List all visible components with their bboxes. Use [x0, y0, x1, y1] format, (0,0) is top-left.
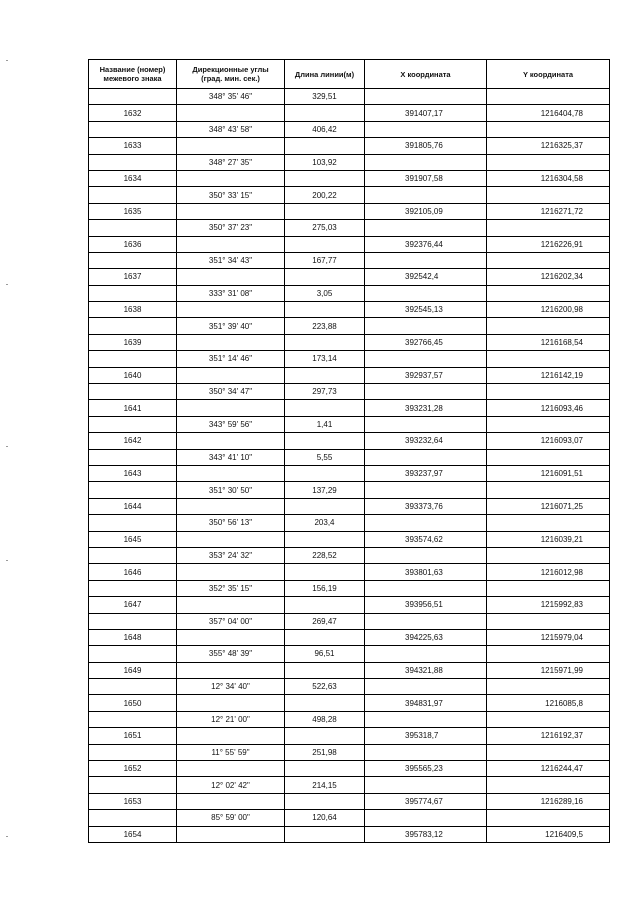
header-y: Y координата [487, 60, 610, 89]
x-coordinate-cell [365, 711, 487, 727]
line-length-cell: 406,42 [285, 121, 365, 137]
point-name-cell [89, 252, 177, 268]
x-coordinate-cell: 392937,57 [365, 367, 487, 383]
direction-angle-cell [177, 728, 285, 744]
line-length-cell [285, 433, 365, 449]
line-length-cell [285, 695, 365, 711]
direction-angle-cell: 357° 04' 00" [177, 613, 285, 629]
direction-angle-cell: 343° 59' 56" [177, 416, 285, 432]
direction-angle-cell: 355° 48' 39" [177, 646, 285, 662]
point-name-cell [89, 416, 177, 432]
table-row [89, 695, 610, 711]
y-coordinate-cell: 1215992,83 [487, 597, 610, 613]
line-length-cell [285, 662, 365, 678]
x-coordinate-cell [365, 252, 487, 268]
y-coordinate-cell [487, 351, 610, 367]
point-name-cell [89, 449, 177, 465]
y-coordinate-cell [487, 318, 610, 334]
line-length-cell [285, 367, 365, 383]
x-coordinate-cell: 393237,97 [365, 465, 487, 481]
y-coordinate-cell [487, 285, 610, 301]
y-coordinate-cell [487, 515, 610, 531]
point-name-cell [89, 613, 177, 629]
x-coordinate-cell: 392376,44 [365, 236, 487, 252]
point-name-cell: 1634 [89, 170, 177, 186]
x-coordinate-cell [365, 482, 487, 498]
point-name-cell: 1650 [89, 695, 177, 711]
table-body [89, 89, 610, 843]
line-length-cell [285, 400, 365, 416]
point-name-cell [89, 318, 177, 334]
line-length-cell: 228,52 [285, 547, 365, 563]
direction-angle-cell [177, 662, 285, 678]
table-row [89, 154, 610, 170]
header-name-line2: межевого знака [103, 74, 162, 83]
line-length-cell [285, 498, 365, 514]
direction-angle-cell: 350° 56' 13" [177, 515, 285, 531]
table-row [89, 187, 610, 203]
y-coordinate-cell: 1216200,98 [487, 302, 610, 318]
direction-angle-cell [177, 433, 285, 449]
scan-mark [6, 60, 8, 61]
line-length-cell [285, 826, 365, 842]
direction-angle-cell [177, 498, 285, 514]
x-coordinate-cell [365, 318, 487, 334]
point-name-cell [89, 384, 177, 400]
header-angle-line1: Дирекционные углы [192, 65, 269, 74]
table-row [89, 334, 610, 350]
direction-angle-cell: 12° 34' 40" [177, 679, 285, 695]
y-coordinate-cell [487, 679, 610, 695]
table-row [89, 367, 610, 383]
table-row [89, 482, 610, 498]
y-coordinate-cell: 1216271,72 [487, 203, 610, 219]
scan-mark [6, 836, 8, 837]
direction-angle-cell [177, 236, 285, 252]
line-length-cell: 5,55 [285, 449, 365, 465]
x-coordinate-cell [365, 777, 487, 793]
direction-angle-cell [177, 269, 285, 285]
y-coordinate-cell: 1216093,07 [487, 433, 610, 449]
line-length-cell: 275,03 [285, 220, 365, 236]
x-coordinate-cell: 393956,51 [365, 597, 487, 613]
table-row [89, 89, 610, 105]
direction-angle-cell: 350° 37' 23" [177, 220, 285, 236]
header-angle [177, 60, 285, 89]
y-coordinate-cell: 1215979,04 [487, 629, 610, 645]
direction-angle-cell: 351° 39' 40" [177, 318, 285, 334]
direction-angle-cell [177, 826, 285, 842]
y-coordinate-cell: 1216244,47 [487, 761, 610, 777]
x-coordinate-cell [365, 547, 487, 563]
line-length-cell: 200,22 [285, 187, 365, 203]
point-name-cell: 1645 [89, 531, 177, 547]
table-row [89, 203, 610, 219]
line-length-cell: 96,51 [285, 646, 365, 662]
line-length-cell [285, 465, 365, 481]
line-length-cell [285, 105, 365, 121]
y-coordinate-cell [487, 384, 610, 400]
table-row [89, 433, 610, 449]
point-name-cell [89, 121, 177, 137]
direction-angle-cell: 333° 31' 08" [177, 285, 285, 301]
direction-angle-cell [177, 400, 285, 416]
direction-angle-cell [177, 302, 285, 318]
table-row [89, 515, 610, 531]
table-row [89, 384, 610, 400]
y-coordinate-cell: 1215971,99 [487, 662, 610, 678]
header-name [89, 60, 177, 89]
line-length-cell: 120,64 [285, 810, 365, 826]
point-name-cell [89, 187, 177, 203]
direction-angle-cell [177, 203, 285, 219]
direction-angle-cell [177, 564, 285, 580]
direction-angle-cell: 85° 59' 00" [177, 810, 285, 826]
y-coordinate-cell [487, 711, 610, 727]
y-coordinate-cell: 1216085,8 [487, 695, 610, 711]
point-name-cell [89, 515, 177, 531]
direction-angle-cell: 350° 34' 47" [177, 384, 285, 400]
header-row [89, 60, 610, 89]
direction-angle-cell: 351° 30' 50" [177, 482, 285, 498]
line-length-cell [285, 269, 365, 285]
y-coordinate-cell [487, 777, 610, 793]
x-coordinate-cell: 395565,23 [365, 761, 487, 777]
table-row [89, 711, 610, 727]
table-row [89, 449, 610, 465]
table-row [89, 646, 610, 662]
y-coordinate-cell: 1216304,58 [487, 170, 610, 186]
table-row [89, 302, 610, 318]
direction-angle-cell [177, 465, 285, 481]
line-length-cell: 214,15 [285, 777, 365, 793]
point-name-cell: 1652 [89, 761, 177, 777]
y-coordinate-cell [487, 154, 610, 170]
table-row [89, 728, 610, 744]
y-coordinate-cell [487, 613, 610, 629]
y-coordinate-cell: 1216093,46 [487, 400, 610, 416]
line-length-cell: 329,51 [285, 89, 365, 105]
point-name-cell: 1632 [89, 105, 177, 121]
y-coordinate-cell: 1216168,54 [487, 334, 610, 350]
y-coordinate-cell: 1216091,51 [487, 465, 610, 481]
x-coordinate-cell: 393231,28 [365, 400, 487, 416]
x-coordinate-cell: 393801,63 [365, 564, 487, 580]
x-coordinate-cell: 391907,58 [365, 170, 487, 186]
x-coordinate-cell: 392766,45 [365, 334, 487, 350]
direction-angle-cell: 343° 41' 10" [177, 449, 285, 465]
header-x: X координата [365, 60, 487, 89]
direction-angle-cell [177, 761, 285, 777]
point-name-cell [89, 646, 177, 662]
y-coordinate-cell [487, 416, 610, 432]
x-coordinate-cell: 391407,17 [365, 105, 487, 121]
y-coordinate-cell: 1216289,16 [487, 793, 610, 809]
line-length-cell: 498,28 [285, 711, 365, 727]
line-length-cell: 156,19 [285, 580, 365, 596]
table-row [89, 121, 610, 137]
point-name-cell: 1638 [89, 302, 177, 318]
line-length-cell: 103,92 [285, 154, 365, 170]
point-name-cell: 1636 [89, 236, 177, 252]
point-name-cell: 1633 [89, 138, 177, 154]
table-header [89, 60, 610, 89]
x-coordinate-cell [365, 187, 487, 203]
y-coordinate-cell [487, 646, 610, 662]
line-length-cell [285, 728, 365, 744]
x-coordinate-cell [365, 580, 487, 596]
line-length-cell: 269,47 [285, 613, 365, 629]
header-name-line1: Название (номер) [99, 65, 166, 74]
line-length-cell [285, 203, 365, 219]
x-coordinate-cell [365, 121, 487, 137]
table-row [89, 793, 610, 809]
line-length-cell: 137,29 [285, 482, 365, 498]
table-row [89, 285, 610, 301]
point-name-cell [89, 679, 177, 695]
line-length-cell [285, 629, 365, 645]
y-coordinate-cell [487, 547, 610, 563]
table-row [89, 170, 610, 186]
direction-angle-cell: 348° 43' 58" [177, 121, 285, 137]
line-length-cell [285, 236, 365, 252]
point-name-cell: 1649 [89, 662, 177, 678]
x-coordinate-cell [365, 449, 487, 465]
direction-angle-cell: 350° 33' 15" [177, 187, 285, 203]
table-row [89, 351, 610, 367]
direction-angle-cell [177, 367, 285, 383]
table-row [89, 679, 610, 695]
direction-angle-cell: 353° 24' 32" [177, 547, 285, 563]
y-coordinate-cell: 1216192,37 [487, 728, 610, 744]
y-coordinate-cell: 1216012,98 [487, 564, 610, 580]
line-length-cell [285, 531, 365, 547]
direction-angle-cell [177, 138, 285, 154]
scan-mark [6, 446, 8, 447]
line-length-cell: 251,98 [285, 744, 365, 760]
table-row [89, 613, 610, 629]
direction-angle-cell: 348° 35' 46" [177, 89, 285, 105]
table-row [89, 400, 610, 416]
table-row [89, 810, 610, 826]
point-name-cell [89, 351, 177, 367]
point-name-cell: 1647 [89, 597, 177, 613]
x-coordinate-cell: 392105,09 [365, 203, 487, 219]
point-name-cell: 1642 [89, 433, 177, 449]
point-name-cell: 1644 [89, 498, 177, 514]
x-coordinate-cell [365, 744, 487, 760]
x-coordinate-cell [365, 416, 487, 432]
boundary-coordinates-table [88, 59, 610, 843]
x-coordinate-cell: 393373,76 [365, 498, 487, 514]
y-coordinate-cell [487, 580, 610, 596]
x-coordinate-cell: 395318,7 [365, 728, 487, 744]
x-coordinate-cell: 393574,62 [365, 531, 487, 547]
y-coordinate-cell: 1216071,25 [487, 498, 610, 514]
point-name-cell [89, 711, 177, 727]
y-coordinate-cell [487, 220, 610, 236]
table-row [89, 531, 610, 547]
direction-angle-cell: 12° 02' 42" [177, 777, 285, 793]
table-row [89, 744, 610, 760]
direction-angle-cell: 11° 55' 59" [177, 744, 285, 760]
direction-angle-cell [177, 629, 285, 645]
direction-angle-cell: 351° 34' 43" [177, 252, 285, 268]
y-coordinate-cell [487, 449, 610, 465]
table-row [89, 629, 610, 645]
point-name-cell: 1637 [89, 269, 177, 285]
point-name-cell: 1653 [89, 793, 177, 809]
table-row [89, 416, 610, 432]
direction-angle-cell: 351° 14' 46" [177, 351, 285, 367]
direction-angle-cell [177, 170, 285, 186]
y-coordinate-cell: 1216409,5 [487, 826, 610, 842]
y-coordinate-cell [487, 121, 610, 137]
x-coordinate-cell: 392545,13 [365, 302, 487, 318]
direction-angle-cell: 352° 35' 15" [177, 580, 285, 596]
point-name-cell: 1651 [89, 728, 177, 744]
line-length-cell: 203,4 [285, 515, 365, 531]
table-row [89, 662, 610, 678]
y-coordinate-cell: 1216226,91 [487, 236, 610, 252]
table-row [89, 105, 610, 121]
y-coordinate-cell [487, 252, 610, 268]
point-name-cell [89, 547, 177, 563]
table-row [89, 138, 610, 154]
x-coordinate-cell [365, 646, 487, 662]
y-coordinate-cell [487, 744, 610, 760]
point-name-cell [89, 220, 177, 236]
x-coordinate-cell: 391805,76 [365, 138, 487, 154]
direction-angle-cell [177, 695, 285, 711]
line-length-cell [285, 170, 365, 186]
header-length: Длина линии(м) [285, 60, 365, 89]
direction-angle-cell [177, 597, 285, 613]
table-row [89, 564, 610, 580]
y-coordinate-cell [487, 89, 610, 105]
direction-angle-cell: 12° 21' 00" [177, 711, 285, 727]
x-coordinate-cell: 393232,64 [365, 433, 487, 449]
line-length-cell [285, 138, 365, 154]
x-coordinate-cell: 394321,88 [365, 662, 487, 678]
point-name-cell: 1639 [89, 334, 177, 350]
y-coordinate-cell: 1216202,34 [487, 269, 610, 285]
direction-angle-cell: 348° 27' 35" [177, 154, 285, 170]
line-length-cell [285, 334, 365, 350]
point-name-cell [89, 154, 177, 170]
line-length-cell [285, 564, 365, 580]
document-page [88, 59, 609, 843]
point-name-cell: 1646 [89, 564, 177, 580]
y-coordinate-cell: 1216325,37 [487, 138, 610, 154]
table-row [89, 269, 610, 285]
direction-angle-cell [177, 531, 285, 547]
line-length-cell [285, 597, 365, 613]
x-coordinate-cell [365, 384, 487, 400]
table-row [89, 826, 610, 842]
point-name-cell: 1654 [89, 826, 177, 842]
table-row [89, 777, 610, 793]
line-length-cell [285, 761, 365, 777]
point-name-cell: 1640 [89, 367, 177, 383]
point-name-cell: 1635 [89, 203, 177, 219]
y-coordinate-cell [487, 482, 610, 498]
point-name-cell [89, 580, 177, 596]
line-length-cell: 223,88 [285, 318, 365, 334]
y-coordinate-cell: 1216039,21 [487, 531, 610, 547]
table-row [89, 761, 610, 777]
x-coordinate-cell [365, 679, 487, 695]
x-coordinate-cell [365, 89, 487, 105]
x-coordinate-cell [365, 515, 487, 531]
table-row [89, 236, 610, 252]
line-length-cell: 297,73 [285, 384, 365, 400]
table-row [89, 580, 610, 596]
table-row [89, 252, 610, 268]
x-coordinate-cell [365, 285, 487, 301]
y-coordinate-cell: 1216404,78 [487, 105, 610, 121]
line-length-cell: 1,41 [285, 416, 365, 432]
line-length-cell [285, 793, 365, 809]
x-coordinate-cell: 394225,63 [365, 629, 487, 645]
table-row [89, 547, 610, 563]
scan-mark [6, 284, 8, 285]
direction-angle-cell [177, 334, 285, 350]
x-coordinate-cell [365, 351, 487, 367]
line-length-cell: 167,77 [285, 252, 365, 268]
x-coordinate-cell: 395774,67 [365, 793, 487, 809]
point-name-cell [89, 744, 177, 760]
x-coordinate-cell [365, 810, 487, 826]
line-length-cell: 173,14 [285, 351, 365, 367]
table-row [89, 597, 610, 613]
x-coordinate-cell [365, 154, 487, 170]
table-row [89, 498, 610, 514]
x-coordinate-cell [365, 220, 487, 236]
direction-angle-cell [177, 105, 285, 121]
table-row [89, 318, 610, 334]
x-coordinate-cell [365, 613, 487, 629]
direction-angle-cell [177, 793, 285, 809]
x-coordinate-cell: 394831,97 [365, 695, 487, 711]
point-name-cell [89, 810, 177, 826]
table-row [89, 465, 610, 481]
y-coordinate-cell [487, 187, 610, 203]
x-coordinate-cell: 395783,12 [365, 826, 487, 842]
point-name-cell [89, 777, 177, 793]
line-length-cell [285, 302, 365, 318]
point-name-cell: 1641 [89, 400, 177, 416]
table-row [89, 220, 610, 236]
point-name-cell [89, 89, 177, 105]
header-angle-line2: (град. мин. сек.) [201, 74, 260, 83]
x-coordinate-cell: 392542,4 [365, 269, 487, 285]
point-name-cell: 1648 [89, 629, 177, 645]
line-length-cell: 522,63 [285, 679, 365, 695]
point-name-cell [89, 482, 177, 498]
point-name-cell [89, 285, 177, 301]
point-name-cell: 1643 [89, 465, 177, 481]
line-length-cell: 3,05 [285, 285, 365, 301]
scan-mark [6, 560, 8, 561]
y-coordinate-cell: 1216142,19 [487, 367, 610, 383]
y-coordinate-cell [487, 810, 610, 826]
